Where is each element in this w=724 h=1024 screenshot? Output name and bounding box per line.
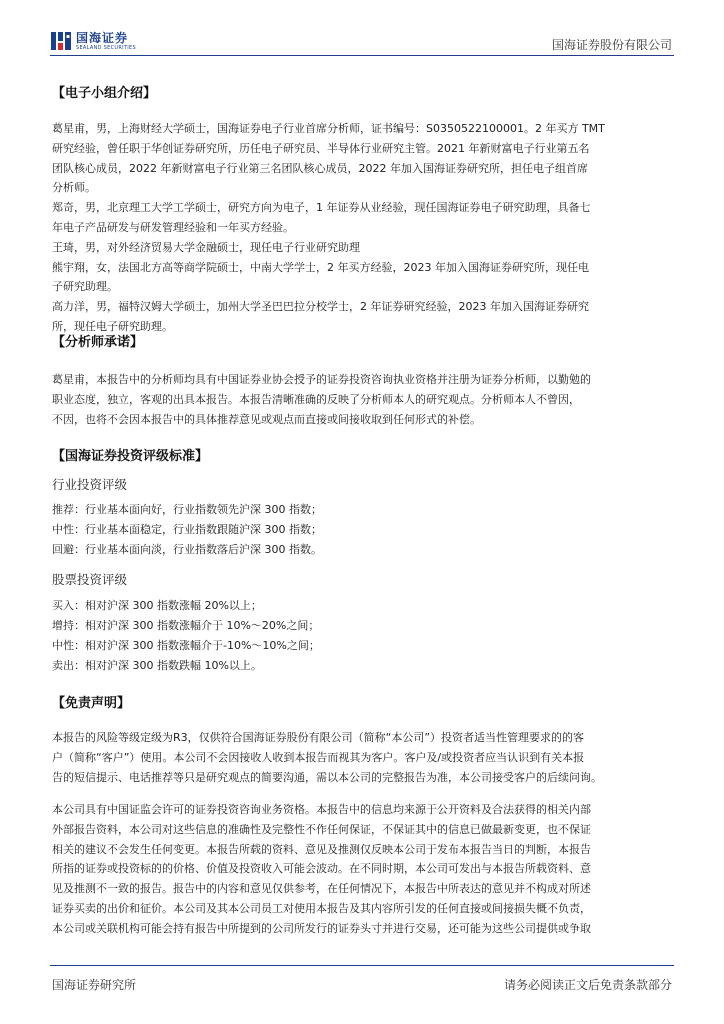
list-item: 中性：相对沪深 300 指数涨幅介于-10%～10%之间； <box>52 639 320 652</box>
disclaimer-line: 户（简称“客户”）使用。本公司不会因接收人收到本报告而视其为客户。客户及/或投资者应当认识到有关本报 <box>52 750 585 764</box>
list-item: 增持：相对沪深 300 指数涨幅介于 10%～20%之间； <box>52 619 320 632</box>
team-line: 子研究助理。 <box>52 280 118 294</box>
company-logo <box>50 30 136 52</box>
stock-rating-title: 股票投资评级 <box>52 572 128 587</box>
disclaimer-paragraph-1 <box>52 728 674 787</box>
commitment-line: 葛星甫，本报告中的分析师均具有中国证券业协会授予的证券投资咨询执业资格并注册为证券分析师，以勤勉的 <box>52 373 591 386</box>
disclaimer-line: 所指的证券或投资标的的价格、价值及投资收入可能会波动。在不同时期，本公司可发出与本报告所载资料、意 <box>52 862 591 876</box>
team-line: 王琦，男，对外经济贸易大学金融硕士，现任电子行业研究助理 <box>52 240 360 254</box>
disclaimer-line: 告的短信提示、电话推荐等只是研究观点的简要沟通，需以本公司的完整报告为准，本公司接受客户的后续问询。 <box>52 770 602 784</box>
disclaimer-paragraph-2 <box>52 800 674 939</box>
disclaimer-line: 见及推测不一致的报告。报告中的内容和意见仅供参考，在任何情况下，本报告中所表达的意见并不构成对所述 <box>52 882 591 896</box>
commitment-text <box>52 370 674 429</box>
team-intro <box>52 119 674 337</box>
team-line: 葛星甫，男，上海财经大学硕士，国海证券电子行业首席分析师，证书编号：S0350522100001。2 年买方 TMT <box>52 122 605 135</box>
header-divider <box>50 55 674 56</box>
disclaimer-line: 本公司具有中国证监会许可的证券投资咨询业务资格。本报告中的信息均来源于公开资料及合法获得的相关内部 <box>52 803 591 816</box>
page-header <box>0 0 724 56</box>
team-line: 所，现任电子研究助理。 <box>52 319 173 333</box>
stock-rating-list <box>52 596 320 676</box>
commitment-section-title: 【分析师承诺】 <box>52 335 144 350</box>
team-line: 研究经验，曾任职于华创证券研究所，历任电子研究员、半导体行业研究主管。2021 年新财富电子行业第五名 <box>52 141 590 155</box>
commitment-line: 不因，也将不会因本报告中的具体推荐意见或观点而直接或间接收取到任何形式的补偿。 <box>52 412 481 426</box>
footer-disclaimer-note: 请务必阅读正文后免责条款部分 <box>503 978 672 992</box>
team-line: 高力洋，男，福特汉姆大学硕士，加州大学圣巴巴拉分校学士，2 年证券研究经验，2023 年加入国海证券研究 <box>52 300 589 314</box>
disclaimer-line: 外部报告资料，本公司对这些信息的准确性及完整性不作任何保证，不保证其中的信息已做最新变更，也不保证 <box>52 822 591 836</box>
footer-divider <box>50 965 674 966</box>
team-section-title: 【电子小组介绍】 <box>52 86 157 101</box>
industry-rating-list <box>52 500 322 560</box>
sealand-logo-icon <box>50 30 72 52</box>
list-item: 卖出：相对沪深 300 指数跌幅 10%以上。 <box>52 659 262 672</box>
team-line: 郑奇，男，北京理工大学工学硕士，研究方向为电子，1 年证券从业经验，现任国海证券电子研究助理，具备七 <box>52 201 591 215</box>
commitment-line: 职业态度，独立，客观的出具本报告。本报告清晰准确的反映了分析师本人的研究观点。分析师本人不曾因， <box>52 392 580 406</box>
list-item: 买入：相对沪深 300 指数涨幅 20%以上； <box>52 599 262 612</box>
logo-text-cn: 国海证券 <box>76 30 129 45</box>
disclaimer-line: 本公司或关联机构可能会持有报告中所提到的公司所发行的证券头寸并进行交易，还可能为这些公司提供或争取 <box>52 921 591 935</box>
list-item: 推荐：行业基本面向好，行业指数领先沪深 300 指数； <box>52 503 322 516</box>
team-line: 团队核心成员，2022 年新财富电子行业第三名团队核心成员，2022 年加入国海证券研究所，担任电子组首席 <box>52 161 588 175</box>
disclaimer-section-title: 【免责声明】 <box>52 696 131 711</box>
team-line: 分析师。 <box>52 181 96 195</box>
team-line: 年电子产品研发与研发管理经验和一年买方经验。 <box>52 220 294 234</box>
list-item: 中性：行业基本面稳定，行业指数跟随沪深 300 指数； <box>52 523 322 536</box>
team-line: 熊宇翔，女，法国北方高等商学院硕士，中南大学学士，2 年买方经验，2023 年加入国海证券研究所，现任电 <box>52 260 589 274</box>
footer-institute: 国海证券研究所 <box>52 978 137 992</box>
logo-text-en: SEALAND SECURITIES <box>76 44 136 51</box>
industry-rating-title: 行业投资评级 <box>52 477 128 492</box>
disclaimer-line: 证券买卖的出价和征价。本公司及其本公司员工对使用本报告及其内容所引发的任何直接或间接损失概不负责， <box>52 901 591 915</box>
company-name: 国海证券股份有限公司 <box>551 38 672 52</box>
rating-section-title: 【国海证券投资评级标准】 <box>52 449 209 464</box>
disclaimer-line: 本报告的风险等级定级为R3，仅供符合国海证券股份有限公司（简称“本公司”）投资者适当性管理要求的的客 <box>52 731 585 744</box>
disclaimer-line: 相关的建议不会发生任何变更。本报告所载的资料、意见及推测仅反映本公司于发布本报告当日的判断，本报告 <box>52 842 591 856</box>
list-item: 回避：行业基本面向淡，行业指数落后沪深 300 指数。 <box>52 543 322 556</box>
